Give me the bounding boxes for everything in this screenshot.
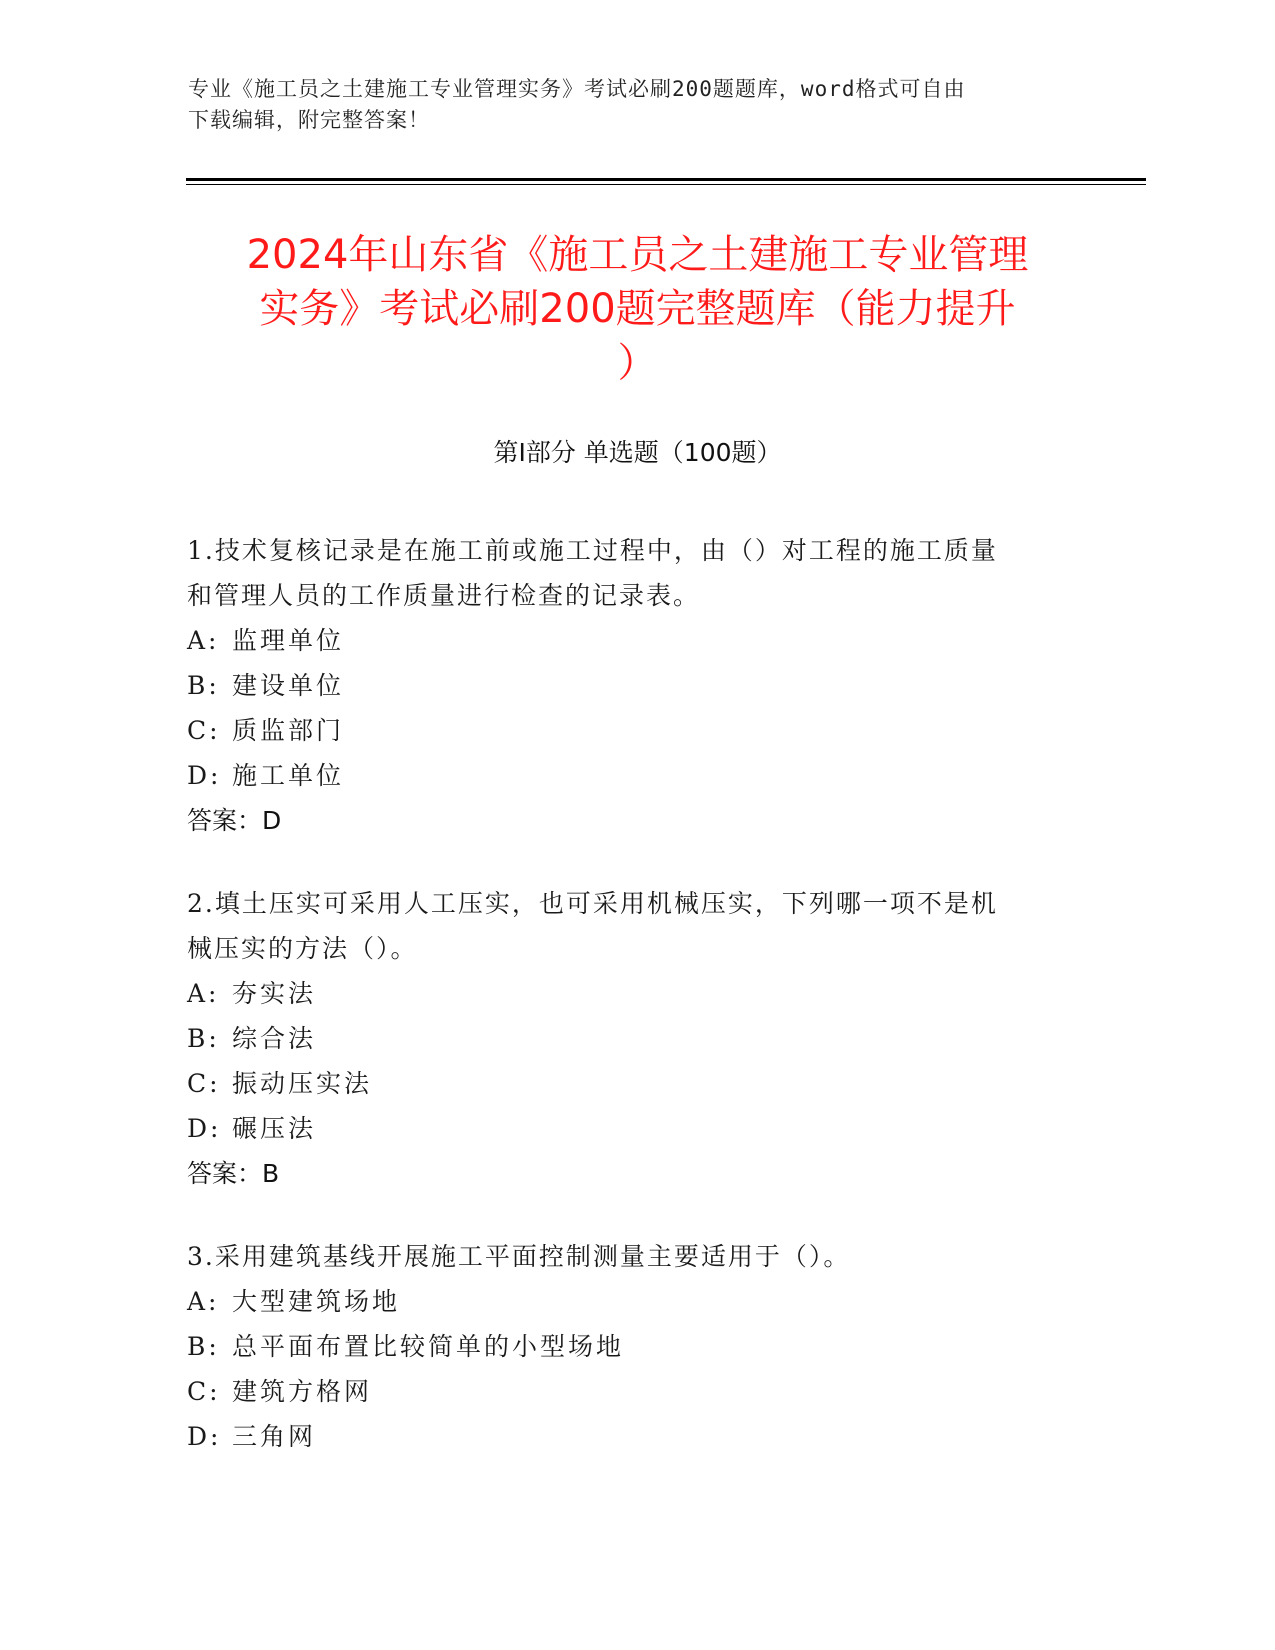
header-note bbox=[188, 74, 1068, 136]
option-b bbox=[187, 1324, 1067, 1369]
question-stem-line-2: 和管理人员的工作质量进行检查的记录表。 bbox=[187, 581, 701, 610]
option-b bbox=[187, 663, 1067, 708]
option-c bbox=[187, 708, 1067, 753]
option-letter: B: bbox=[187, 1024, 220, 1053]
option-text: 碾压法 bbox=[232, 1114, 317, 1143]
option-d bbox=[187, 1106, 1067, 1151]
option-letter: A: bbox=[187, 1287, 220, 1316]
header-note-line-2: 下载编辑，附完整答案！ bbox=[188, 108, 430, 132]
option-b bbox=[187, 1016, 1067, 1061]
question-stem-line-1: 1.技术复核记录是在施工前或施工过程中，由（）对工程的施工质量 bbox=[187, 536, 998, 565]
option-letter: A: bbox=[187, 626, 220, 655]
option-a bbox=[187, 971, 1067, 1016]
question-stem-line-2: 械压实的方法（）。 bbox=[187, 934, 418, 963]
option-letter: D: bbox=[187, 1114, 222, 1143]
option-a bbox=[187, 618, 1067, 663]
option-letter: C: bbox=[187, 1377, 221, 1406]
option-letter: C: bbox=[187, 716, 221, 745]
question-stem bbox=[187, 881, 1067, 971]
question-stem-line-1: 2.填土压实可采用人工压实，也可采用机械压实，下列哪一项不是机 bbox=[187, 889, 998, 918]
question-stem-line-1: 3.采用建筑基线开展施工平面控制测量主要适用于（）。 bbox=[187, 1242, 851, 1271]
option-d bbox=[187, 753, 1067, 798]
question-3 bbox=[187, 1234, 1067, 1459]
question-list bbox=[187, 528, 1067, 1497]
header-divider-thin bbox=[186, 184, 1146, 185]
option-text: 建设单位 bbox=[232, 671, 345, 700]
page-title-line-2: 实务》考试必刷200题完整题库（能力提升 bbox=[259, 286, 1016, 332]
option-c bbox=[187, 1061, 1067, 1106]
section-title: 第Ⅰ部分 单选题（100题） bbox=[493, 438, 782, 467]
header-note-line-1: 专业《施工员之土建施工专业管理实务》考试必刷200题题库，word格式可自由 bbox=[188, 77, 966, 101]
page-title bbox=[150, 228, 1125, 390]
option-text: 综合法 bbox=[232, 1024, 317, 1053]
question-1 bbox=[187, 528, 1067, 843]
option-text: 大型建筑场地 bbox=[232, 1287, 401, 1316]
question-2 bbox=[187, 881, 1067, 1196]
option-text: 建筑方格网 bbox=[232, 1377, 373, 1406]
header-divider-thick bbox=[186, 178, 1146, 181]
page-title-line-1: 2024年山东省《施工员之土建施工专业管理 bbox=[246, 232, 1029, 278]
question-stem bbox=[187, 528, 1067, 618]
option-d bbox=[187, 1414, 1067, 1459]
option-text: 质监部门 bbox=[232, 716, 345, 745]
option-text: 监理单位 bbox=[232, 626, 345, 655]
option-letter: B: bbox=[187, 1332, 220, 1361]
option-c bbox=[187, 1369, 1067, 1414]
answer: 答案：B bbox=[187, 1159, 280, 1188]
option-text: 夯实法 bbox=[232, 979, 317, 1008]
option-text: 施工单位 bbox=[232, 761, 345, 790]
option-letter: A: bbox=[187, 979, 220, 1008]
option-letter: D: bbox=[187, 761, 222, 790]
option-letter: C: bbox=[187, 1069, 221, 1098]
option-text: 三角网 bbox=[232, 1422, 317, 1451]
option-letter: B: bbox=[187, 671, 220, 700]
answer: 答案：D bbox=[187, 806, 282, 835]
option-text: 总平面布置比较简单的小型场地 bbox=[232, 1332, 625, 1361]
option-letter: D: bbox=[187, 1422, 222, 1451]
option-a bbox=[187, 1279, 1067, 1324]
option-text: 振动压实法 bbox=[232, 1069, 373, 1098]
page-title-line-3: ） bbox=[617, 340, 658, 386]
question-stem bbox=[187, 1234, 1067, 1279]
